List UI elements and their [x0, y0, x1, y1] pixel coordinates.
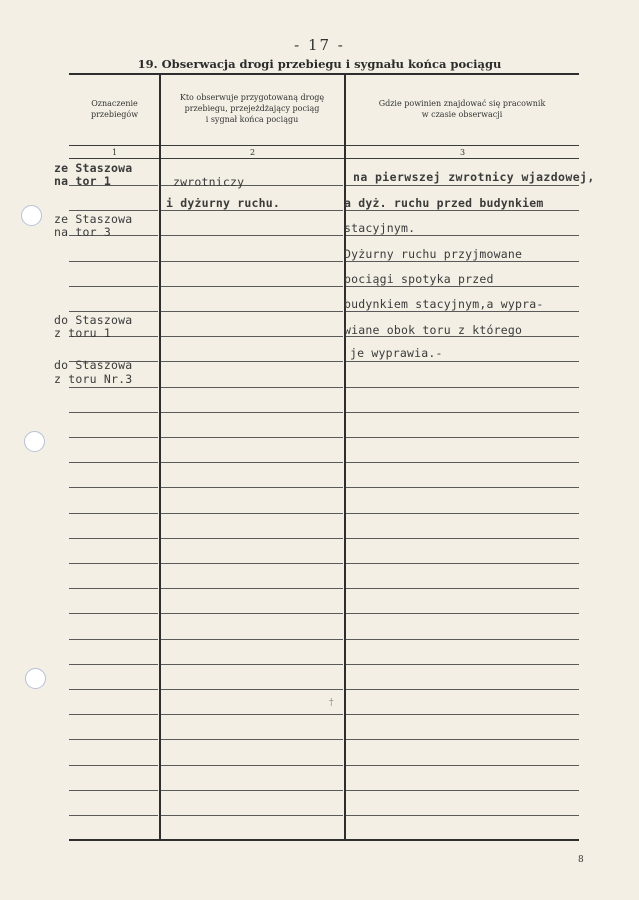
ruled-line: [161, 613, 343, 614]
route-line: na tor 3: [54, 225, 111, 239]
ruled-line: [346, 387, 579, 388]
location-line: stacyjnym.: [344, 221, 416, 235]
ruled-line: [161, 790, 343, 791]
route-line: na tor 1: [54, 174, 111, 188]
location-line: pociągi spotyka przed: [344, 272, 494, 286]
ruled-line: [69, 739, 158, 740]
ruled-line: [346, 286, 579, 287]
ruled-line: [69, 513, 158, 514]
ruled-line: [346, 790, 579, 791]
section-title: 19. Obserwacja drogi przebiegu i sygnału końca pociągu: [137, 57, 502, 71]
route-line: do Staszowa: [54, 358, 133, 372]
ruled-line: [161, 639, 343, 640]
ruled-line: [161, 286, 343, 287]
ruled-line: [161, 714, 343, 715]
ruled-line: [69, 613, 158, 614]
colnum-3: 3: [460, 148, 466, 157]
ruled-line: [69, 689, 158, 690]
ruled-line: [161, 538, 343, 539]
ruled-line: [346, 437, 579, 438]
ruled-line: [161, 210, 343, 211]
ruled-line: [69, 790, 158, 791]
ruled-line: [346, 487, 579, 488]
route-line: z toru 1: [54, 326, 111, 340]
ruled-line: [161, 261, 343, 262]
ruled-line: [346, 765, 579, 766]
footer-page-number: 8: [578, 855, 584, 865]
location-line: wiane obok toru z którego: [344, 323, 523, 337]
stray-mark: †: [329, 698, 334, 708]
ruled-line: [161, 664, 343, 665]
ruled-line: [346, 613, 579, 614]
colnum-1: 1: [112, 148, 118, 157]
location-line: Dyżurny ruchu przyjmowane: [344, 247, 523, 261]
ruled-line: [69, 437, 158, 438]
ruled-line: [161, 387, 343, 388]
binder-hole-bottom: [25, 668, 46, 689]
ruled-line: [161, 765, 343, 766]
ruled-line: [69, 462, 158, 463]
ruled-line: [161, 361, 343, 362]
ruled-line: [161, 739, 343, 740]
location-line: na pierwszej zwrotnicy wjazdowej,: [353, 170, 595, 184]
ruled-line: [346, 185, 579, 186]
binder-hole-top: [21, 205, 42, 226]
table-bottom-border: [69, 839, 579, 841]
ruled-line: [161, 815, 343, 816]
header-col-1: Oznaczenie przebiegów: [90, 99, 139, 119]
ruled-line: [346, 739, 579, 740]
ruled-line: [69, 487, 158, 488]
ruled-line: [161, 336, 343, 337]
route-line: ze Staszowa: [54, 212, 133, 226]
ruled-line: [69, 765, 158, 766]
ruled-line: [69, 639, 158, 640]
ruled-line: [69, 210, 158, 211]
ruled-line: [346, 815, 579, 816]
colnum-2: 2: [250, 148, 256, 157]
route-line: do Staszowa: [54, 313, 133, 327]
route-line: ze Staszowa: [54, 161, 133, 175]
ruled-line: [161, 487, 343, 488]
page-number: - 17 -: [294, 36, 345, 54]
observer-line: zwrotniczy: [173, 175, 245, 189]
table-top-border: [69, 73, 579, 75]
colnum-bottom-border: [69, 158, 579, 159]
ruled-line: [69, 286, 158, 287]
header-col-3: Gdzie powinien znajdować się pracownik w czasie obserwacji: [378, 99, 546, 119]
ruled-line: [161, 462, 343, 463]
ruled-line: [69, 311, 158, 312]
ruled-line: [346, 639, 579, 640]
header-bottom-border: [69, 145, 579, 146]
ruled-line: [346, 538, 579, 539]
ruled-line: [69, 261, 158, 262]
col-divider-2: [344, 74, 346, 840]
route-line: z toru Nr.3: [54, 372, 133, 386]
ruled-line: [161, 235, 343, 236]
ruled-line: [161, 513, 343, 514]
ruled-line: [69, 563, 158, 564]
ruled-line: [161, 437, 343, 438]
ruled-line: [346, 513, 579, 514]
ruled-line: [346, 714, 579, 715]
location-line: budynkiem stacyjnym,a wypra-: [344, 297, 544, 311]
ruled-line: [346, 210, 579, 211]
ruled-line: [346, 235, 579, 236]
ruled-line: [346, 563, 579, 564]
ruled-line: [161, 412, 343, 413]
ruled-line: [69, 714, 158, 715]
ruled-line: [161, 588, 343, 589]
ruled-line: [346, 261, 579, 262]
ruled-line: [69, 387, 158, 388]
ruled-line: [69, 588, 158, 589]
ruled-line: [161, 563, 343, 564]
ruled-line: [69, 538, 158, 539]
ruled-line: [69, 815, 158, 816]
observer-line: i dyżurny ruchu.: [166, 196, 280, 210]
ruled-line: [346, 664, 579, 665]
ruled-line: [346, 361, 579, 362]
ruled-line: [346, 311, 579, 312]
ruled-line: [161, 689, 343, 690]
ruled-line: [69, 412, 158, 413]
header-col-2: Kto obserwuje przygotowaną drogę przebiegu, przejeżdżający pociąg i sygnał końca pociągu: [179, 93, 325, 124]
ruled-line: [161, 311, 343, 312]
ruled-line: [346, 689, 579, 690]
location-line: a dyż. ruchu przed budynkiem: [344, 196, 544, 210]
location-line: je wyprawia.-: [350, 346, 443, 360]
binder-hole-middle: [24, 431, 45, 452]
col-divider-1: [159, 74, 161, 840]
ruled-line: [346, 412, 579, 413]
ruled-line: [346, 462, 579, 463]
ruled-line: [346, 588, 579, 589]
ruled-line: [69, 664, 158, 665]
